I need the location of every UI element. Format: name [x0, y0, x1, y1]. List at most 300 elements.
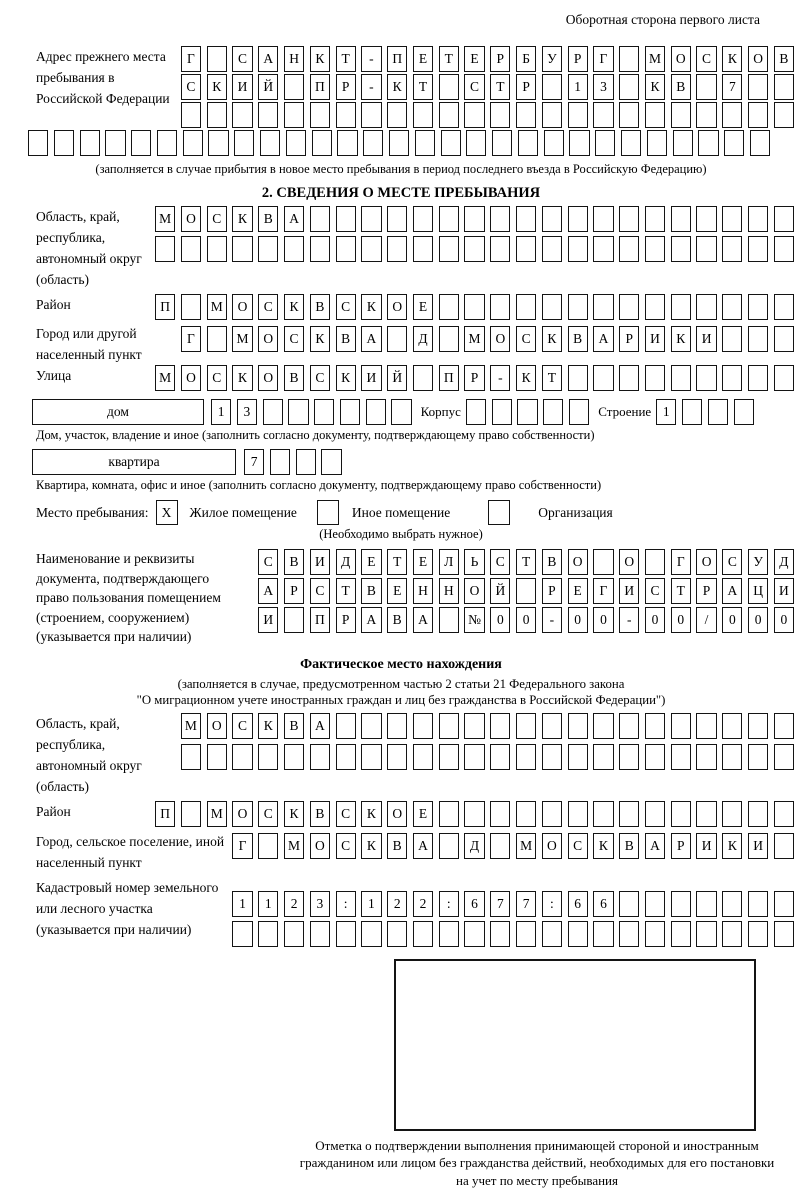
- actual-district-row[interactable]: [155, 801, 794, 827]
- char-cell[interactable]: [490, 921, 510, 947]
- char-cell[interactable]: [310, 102, 330, 128]
- char-cell[interactable]: А: [593, 326, 613, 352]
- char-cell[interactable]: [284, 607, 304, 633]
- char-cell[interactable]: [722, 294, 742, 320]
- char-cell[interactable]: В: [336, 326, 356, 352]
- char-cell[interactable]: [696, 891, 716, 917]
- char-cell[interactable]: [593, 236, 613, 262]
- char-cell[interactable]: [619, 891, 639, 917]
- char-cell[interactable]: К: [542, 326, 562, 352]
- char-cell[interactable]: [413, 365, 433, 391]
- char-cell[interactable]: [284, 102, 304, 128]
- char-cell[interactable]: [619, 801, 639, 827]
- char-cell[interactable]: [544, 130, 564, 156]
- char-cell[interactable]: В: [387, 833, 407, 859]
- char-cell[interactable]: [645, 294, 665, 320]
- char-cell[interactable]: [516, 744, 536, 770]
- char-cell[interactable]: [696, 713, 716, 739]
- char-cell[interactable]: Б: [516, 46, 536, 72]
- char-cell[interactable]: [722, 206, 742, 232]
- char-cell[interactable]: [490, 713, 510, 739]
- char-cell[interactable]: Й: [490, 578, 510, 604]
- char-cell[interactable]: [466, 399, 486, 425]
- char-cell[interactable]: Д: [464, 833, 484, 859]
- char-cell[interactable]: 0: [748, 607, 768, 633]
- char-cell[interactable]: [774, 891, 794, 917]
- char-cell[interactable]: 7: [722, 74, 742, 100]
- char-cell[interactable]: [619, 206, 639, 232]
- char-cell[interactable]: [490, 294, 510, 320]
- char-cell[interactable]: [518, 130, 538, 156]
- char-cell[interactable]: [310, 206, 330, 232]
- char-cell[interactable]: 3: [310, 891, 330, 917]
- char-cell[interactable]: [516, 578, 536, 604]
- char-cell[interactable]: [131, 130, 151, 156]
- char-cell[interactable]: Т: [490, 74, 510, 100]
- char-cell[interactable]: А: [284, 206, 304, 232]
- char-cell[interactable]: С: [696, 46, 716, 72]
- char-cell[interactable]: [439, 921, 459, 947]
- char-cell[interactable]: О: [258, 326, 278, 352]
- char-cell[interactable]: [439, 744, 459, 770]
- char-cell[interactable]: В: [774, 46, 794, 72]
- char-cell[interactable]: К: [284, 294, 304, 320]
- char-cell[interactable]: И: [748, 833, 768, 859]
- char-cell[interactable]: [645, 744, 665, 770]
- char-cell[interactable]: С: [336, 294, 356, 320]
- document-row-2[interactable]: [258, 578, 794, 604]
- char-cell[interactable]: [464, 921, 484, 947]
- char-cell[interactable]: [284, 744, 304, 770]
- char-cell[interactable]: [208, 130, 228, 156]
- char-cell[interactable]: 6: [464, 891, 484, 917]
- char-cell[interactable]: [413, 713, 433, 739]
- char-cell[interactable]: [314, 399, 334, 425]
- char-cell[interactable]: [619, 102, 639, 128]
- char-cell[interactable]: [464, 801, 484, 827]
- char-cell[interactable]: [774, 74, 794, 100]
- char-cell[interactable]: И: [258, 607, 278, 633]
- char-cell[interactable]: [593, 206, 613, 232]
- char-cell[interactable]: [774, 744, 794, 770]
- char-cell[interactable]: [389, 130, 409, 156]
- char-cell[interactable]: -: [542, 607, 562, 633]
- char-cell[interactable]: [439, 236, 459, 262]
- char-cell[interactable]: [232, 921, 252, 947]
- char-cell[interactable]: 3: [237, 399, 257, 425]
- char-cell[interactable]: [464, 294, 484, 320]
- char-cell[interactable]: Г: [593, 46, 613, 72]
- char-cell[interactable]: 0: [516, 607, 536, 633]
- char-cell[interactable]: [336, 206, 356, 232]
- char-cell[interactable]: С: [310, 578, 330, 604]
- char-cell[interactable]: [774, 365, 794, 391]
- char-cell[interactable]: И: [774, 578, 794, 604]
- char-cell[interactable]: [260, 130, 280, 156]
- char-cell[interactable]: К: [258, 713, 278, 739]
- char-cell[interactable]: [490, 206, 510, 232]
- apartment-number-row[interactable]: [244, 449, 342, 475]
- char-cell[interactable]: К: [361, 294, 381, 320]
- char-cell[interactable]: [361, 921, 381, 947]
- prev-address-row-2[interactable]: [181, 74, 794, 100]
- char-cell[interactable]: У: [748, 549, 768, 575]
- char-cell[interactable]: Е: [361, 549, 381, 575]
- char-cell[interactable]: [671, 102, 691, 128]
- char-cell[interactable]: [28, 130, 48, 156]
- checkbox-other-premises[interactable]: [317, 500, 339, 525]
- char-cell[interactable]: [542, 294, 562, 320]
- char-cell[interactable]: [673, 130, 693, 156]
- char-cell[interactable]: М: [181, 713, 201, 739]
- char-cell[interactable]: [748, 713, 768, 739]
- char-cell[interactable]: Т: [336, 46, 356, 72]
- char-cell[interactable]: [516, 236, 536, 262]
- char-cell[interactable]: [748, 206, 768, 232]
- char-cell[interactable]: [645, 713, 665, 739]
- stroenie-row[interactable]: [656, 399, 754, 425]
- char-cell[interactable]: Р: [464, 365, 484, 391]
- char-cell[interactable]: [413, 102, 433, 128]
- cadastral-row-1[interactable]: [232, 891, 794, 917]
- char-cell[interactable]: М: [516, 833, 536, 859]
- char-cell[interactable]: [671, 365, 691, 391]
- char-cell[interactable]: Р: [284, 578, 304, 604]
- char-cell[interactable]: Г: [181, 326, 201, 352]
- char-cell[interactable]: Т: [516, 549, 536, 575]
- char-cell[interactable]: К: [232, 365, 252, 391]
- char-cell[interactable]: [774, 294, 794, 320]
- char-cell[interactable]: /: [696, 607, 716, 633]
- char-cell[interactable]: [312, 130, 332, 156]
- char-cell[interactable]: [593, 549, 613, 575]
- char-cell[interactable]: А: [645, 833, 665, 859]
- document-row-1[interactable]: [258, 549, 794, 575]
- prev-address-row-3[interactable]: [181, 102, 794, 128]
- char-cell[interactable]: О: [207, 713, 227, 739]
- char-cell[interactable]: [774, 713, 794, 739]
- char-cell[interactable]: [542, 744, 562, 770]
- char-cell[interactable]: Е: [413, 801, 433, 827]
- char-cell[interactable]: [387, 206, 407, 232]
- char-cell[interactable]: [619, 365, 639, 391]
- char-cell[interactable]: Г: [181, 46, 201, 72]
- char-cell[interactable]: [750, 130, 770, 156]
- char-cell[interactable]: [724, 130, 744, 156]
- char-cell[interactable]: [464, 236, 484, 262]
- char-cell[interactable]: [439, 74, 459, 100]
- char-cell[interactable]: [595, 130, 615, 156]
- char-cell[interactable]: [234, 130, 254, 156]
- char-cell[interactable]: П: [439, 365, 459, 391]
- char-cell[interactable]: [748, 236, 768, 262]
- char-cell[interactable]: [645, 102, 665, 128]
- char-cell[interactable]: Д: [336, 549, 356, 575]
- char-cell[interactable]: Т: [413, 74, 433, 100]
- char-cell[interactable]: О: [696, 549, 716, 575]
- char-cell[interactable]: [490, 102, 510, 128]
- char-cell[interactable]: [708, 399, 728, 425]
- char-cell[interactable]: [181, 236, 201, 262]
- char-cell[interactable]: [542, 921, 562, 947]
- char-cell[interactable]: [593, 294, 613, 320]
- char-cell[interactable]: [516, 713, 536, 739]
- char-cell[interactable]: Р: [490, 46, 510, 72]
- char-cell[interactable]: [464, 206, 484, 232]
- char-cell[interactable]: [361, 102, 381, 128]
- char-cell[interactable]: Е: [413, 549, 433, 575]
- char-cell[interactable]: М: [232, 326, 252, 352]
- char-cell[interactable]: 7: [244, 449, 264, 475]
- char-cell[interactable]: [722, 713, 742, 739]
- char-cell[interactable]: [391, 399, 411, 425]
- char-cell[interactable]: [722, 801, 742, 827]
- char-cell[interactable]: К: [310, 326, 330, 352]
- char-cell[interactable]: С: [207, 206, 227, 232]
- char-cell[interactable]: [516, 801, 536, 827]
- char-cell[interactable]: М: [155, 365, 175, 391]
- char-cell[interactable]: Е: [413, 46, 433, 72]
- char-cell[interactable]: [645, 921, 665, 947]
- char-cell[interactable]: [258, 921, 278, 947]
- char-cell[interactable]: [284, 236, 304, 262]
- char-cell[interactable]: И: [232, 74, 252, 100]
- char-cell[interactable]: [696, 365, 716, 391]
- char-cell[interactable]: [748, 365, 768, 391]
- char-cell[interactable]: [361, 713, 381, 739]
- char-cell[interactable]: [748, 801, 768, 827]
- char-cell[interactable]: [682, 399, 702, 425]
- char-cell[interactable]: [774, 236, 794, 262]
- char-cell[interactable]: [232, 744, 252, 770]
- checkbox-organization[interactable]: [488, 500, 510, 525]
- char-cell[interactable]: [516, 294, 536, 320]
- char-cell[interactable]: [516, 102, 536, 128]
- char-cell[interactable]: [464, 744, 484, 770]
- char-cell[interactable]: [774, 206, 794, 232]
- char-cell[interactable]: С: [336, 833, 356, 859]
- char-cell[interactable]: [207, 326, 227, 352]
- char-cell[interactable]: Т: [387, 549, 407, 575]
- char-cell[interactable]: В: [361, 578, 381, 604]
- char-cell[interactable]: [619, 236, 639, 262]
- char-cell[interactable]: 0: [671, 607, 691, 633]
- char-cell[interactable]: [232, 236, 252, 262]
- char-cell[interactable]: С: [258, 549, 278, 575]
- char-cell[interactable]: [542, 74, 562, 100]
- char-cell[interactable]: [80, 130, 100, 156]
- char-cell[interactable]: Н: [284, 46, 304, 72]
- char-cell[interactable]: [748, 294, 768, 320]
- char-cell[interactable]: [722, 744, 742, 770]
- char-cell[interactable]: [621, 130, 641, 156]
- char-cell[interactable]: [232, 102, 252, 128]
- char-cell[interactable]: О: [748, 46, 768, 72]
- char-cell[interactable]: О: [310, 833, 330, 859]
- char-cell[interactable]: [387, 102, 407, 128]
- char-cell[interactable]: [337, 130, 357, 156]
- char-cell[interactable]: Й: [387, 365, 407, 391]
- char-cell[interactable]: [207, 102, 227, 128]
- char-cell[interactable]: [748, 744, 768, 770]
- char-cell[interactable]: Т: [439, 46, 459, 72]
- char-cell[interactable]: Й: [258, 74, 278, 100]
- char-cell[interactable]: Ц: [748, 578, 768, 604]
- char-cell[interactable]: [748, 74, 768, 100]
- char-cell[interactable]: В: [310, 801, 330, 827]
- prev-address-row-1[interactable]: [181, 46, 794, 72]
- char-cell[interactable]: В: [258, 206, 278, 232]
- char-cell[interactable]: [336, 713, 356, 739]
- char-cell[interactable]: И: [696, 833, 716, 859]
- char-cell[interactable]: Р: [568, 46, 588, 72]
- char-cell[interactable]: [542, 801, 562, 827]
- char-cell[interactable]: [696, 801, 716, 827]
- char-cell[interactable]: М: [207, 294, 227, 320]
- char-cell[interactable]: К: [645, 74, 665, 100]
- char-cell[interactable]: О: [387, 294, 407, 320]
- char-cell[interactable]: 2: [387, 891, 407, 917]
- char-cell[interactable]: [387, 921, 407, 947]
- char-cell[interactable]: [696, 744, 716, 770]
- char-cell[interactable]: [363, 130, 383, 156]
- char-cell[interactable]: [387, 744, 407, 770]
- char-cell[interactable]: [284, 74, 304, 100]
- char-cell[interactable]: [568, 294, 588, 320]
- char-cell[interactable]: В: [310, 294, 330, 320]
- char-cell[interactable]: М: [155, 206, 175, 232]
- char-cell[interactable]: -: [619, 607, 639, 633]
- char-cell[interactable]: С: [490, 549, 510, 575]
- char-cell[interactable]: К: [593, 833, 613, 859]
- char-cell[interactable]: [543, 399, 563, 425]
- char-cell[interactable]: К: [361, 833, 381, 859]
- char-cell[interactable]: С: [516, 326, 536, 352]
- char-cell[interactable]: 1: [656, 399, 676, 425]
- char-cell[interactable]: В: [619, 833, 639, 859]
- char-cell[interactable]: У: [542, 46, 562, 72]
- char-cell[interactable]: П: [155, 801, 175, 827]
- char-cell[interactable]: А: [361, 326, 381, 352]
- char-cell[interactable]: [671, 713, 691, 739]
- char-cell[interactable]: Р: [619, 326, 639, 352]
- char-cell[interactable]: П: [310, 607, 330, 633]
- char-cell[interactable]: [748, 102, 768, 128]
- char-cell[interactable]: 1: [568, 74, 588, 100]
- char-cell[interactable]: [361, 206, 381, 232]
- char-cell[interactable]: [748, 921, 768, 947]
- char-cell[interactable]: [593, 921, 613, 947]
- char-cell[interactable]: С: [207, 365, 227, 391]
- char-cell[interactable]: [207, 744, 227, 770]
- char-cell[interactable]: 6: [568, 891, 588, 917]
- char-cell[interactable]: К: [232, 206, 252, 232]
- char-cell[interactable]: В: [284, 713, 304, 739]
- char-cell[interactable]: [387, 236, 407, 262]
- char-cell[interactable]: Е: [413, 294, 433, 320]
- char-cell[interactable]: [183, 130, 203, 156]
- char-cell[interactable]: [466, 130, 486, 156]
- char-cell[interactable]: [415, 130, 435, 156]
- char-cell[interactable]: С: [284, 326, 304, 352]
- char-cell[interactable]: [671, 236, 691, 262]
- char-cell[interactable]: О: [542, 833, 562, 859]
- char-cell[interactable]: К: [361, 801, 381, 827]
- char-cell[interactable]: Д: [413, 326, 433, 352]
- char-cell[interactable]: [258, 744, 278, 770]
- char-cell[interactable]: [439, 206, 459, 232]
- char-cell[interactable]: [296, 449, 316, 475]
- char-cell[interactable]: С: [258, 801, 278, 827]
- char-cell[interactable]: [286, 130, 306, 156]
- char-cell[interactable]: [366, 399, 386, 425]
- char-cell[interactable]: [722, 236, 742, 262]
- char-cell[interactable]: [181, 102, 201, 128]
- char-cell[interactable]: А: [258, 46, 278, 72]
- char-cell[interactable]: 0: [722, 607, 742, 633]
- char-cell[interactable]: [490, 833, 510, 859]
- char-cell[interactable]: [336, 921, 356, 947]
- char-cell[interactable]: А: [413, 833, 433, 859]
- char-cell[interactable]: [568, 365, 588, 391]
- char-cell[interactable]: [288, 399, 308, 425]
- char-cell[interactable]: [619, 921, 639, 947]
- char-cell[interactable]: [568, 801, 588, 827]
- char-cell[interactable]: :: [542, 891, 562, 917]
- char-cell[interactable]: И: [645, 326, 665, 352]
- city-row[interactable]: [181, 326, 794, 352]
- char-cell[interactable]: [439, 713, 459, 739]
- char-cell[interactable]: Н: [413, 578, 433, 604]
- char-cell[interactable]: О: [490, 326, 510, 352]
- char-cell[interactable]: [439, 801, 459, 827]
- char-cell[interactable]: К: [207, 74, 227, 100]
- char-cell[interactable]: [774, 921, 794, 947]
- char-cell[interactable]: [263, 399, 283, 425]
- char-cell[interactable]: Р: [336, 74, 356, 100]
- char-cell[interactable]: [698, 130, 718, 156]
- char-cell[interactable]: [439, 294, 459, 320]
- prev-address-row-4[interactable]: [8, 130, 794, 156]
- char-cell[interactable]: [722, 326, 742, 352]
- char-cell[interactable]: 1: [361, 891, 381, 917]
- char-cell[interactable]: 0: [593, 607, 613, 633]
- char-cell[interactable]: [321, 449, 341, 475]
- char-cell[interactable]: 6: [593, 891, 613, 917]
- char-cell[interactable]: 2: [284, 891, 304, 917]
- char-cell[interactable]: [568, 921, 588, 947]
- char-cell[interactable]: [490, 744, 510, 770]
- char-cell[interactable]: [516, 206, 536, 232]
- char-cell[interactable]: [464, 713, 484, 739]
- char-cell[interactable]: [722, 891, 742, 917]
- char-cell[interactable]: [516, 921, 536, 947]
- char-cell[interactable]: К: [671, 326, 691, 352]
- char-cell[interactable]: [722, 365, 742, 391]
- char-cell[interactable]: [387, 326, 407, 352]
- char-cell[interactable]: [645, 365, 665, 391]
- char-cell[interactable]: [439, 607, 459, 633]
- char-cell[interactable]: [774, 833, 794, 859]
- char-cell[interactable]: [696, 206, 716, 232]
- char-cell[interactable]: Д: [774, 549, 794, 575]
- char-cell[interactable]: [619, 294, 639, 320]
- char-cell[interactable]: С: [181, 74, 201, 100]
- char-cell[interactable]: [310, 236, 330, 262]
- char-cell[interactable]: [492, 399, 512, 425]
- char-cell[interactable]: С: [310, 365, 330, 391]
- char-cell[interactable]: О: [619, 549, 639, 575]
